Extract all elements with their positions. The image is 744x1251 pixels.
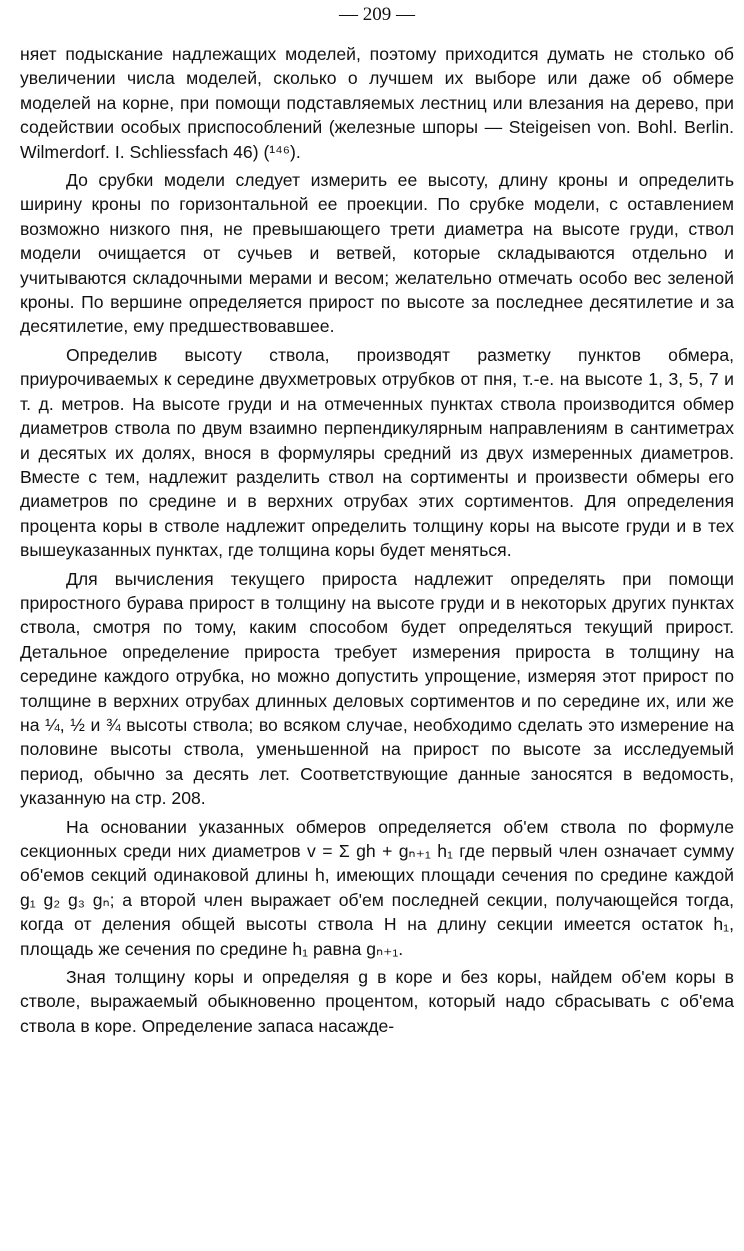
paragraph-5: На основании указанных обмеров определяется об'ем ствола по формуле секционных среди них диаметров v = Σ gh + gₙ₊₁ h₁ где первый член означает сумму об'емов секций одинаковой длины h, имеющих площади сечения по средине каждой g₁ g₂ g₃ gₙ; а второй член выражает об'ем последней секции, получающейся тогда, когда от деления общей высоты ствола H на длину секции имеется остаток h₁, площадь же сечения по средине h₁ равна gₙ₊₁.: [20, 816, 734, 959]
paragraph-4: Для вычисления текущего прироста надлежит определять при помощи приростного бурава прирост в толщину на высоте груди и в некоторых других пунктах ствола, смотря по тому, каким способом будет определяться текущий прирост. Детальное определение прироста требует измерения прироста в толщину на середине каждого отрубка, но можно допустить упрощение, измеряя этот прирост по толщине в верхних отрубах длинных деловых сортиментов и по середине их, или же на ¼, ½ и ¾ высоты ствола; во всяком случае, необходимо сделать это измерение на половине высоты ствола, уменьшенной на прирост по высоте за исследуемый период, обычно за десять лет. Соответствующие данные заносятся в ведомость, указанную на стр. 208.: [20, 568, 734, 809]
paragraph-3: Определив высоту ствола, производят разметку пунктов обмера, приурочиваемых к середине двухметровых отрубков от пня, т.-е. на высоте 1, 3, 5, 7 и т. д. метров. На высоте груди и на отмеченных пунктах ствола производится обмер диаметров ствола по двум взаимно перпендикулярным направлениям в сантиметрах и десятых их долях, внося в формуляры средний из двух измеренных диаметров. Вместе с тем, надлежит разделить ствол на сортименты и произвести обмеры его диаметров по средине и в верхних отрубах этих сортиментов. Для определения процента коры в стволе надлежит определить толщину коры на высоте груди и в тех вышеуказанных пунктах, где толщина коры будет меняться.: [20, 344, 734, 561]
body-text: [20, 42, 734, 1038]
paragraph-6: Зная толщину коры и определяя g в коре и без коры, найдем об'ем коры в стволе, выражаемый обыкновенно процентом, который надо сбрасывать с об'ема ствола в коре. Определение запаса насажде-: [20, 967, 734, 1036]
paragraph-1: няет подыскание надлежащих моделей, поэтому приходится думать не столько об увеличении числа моделей, сколько о лучшем их выборе или даже об обмере моделей на корне, при помощи подставляемых лестниц или влезания на дерево, при содействии особых приспособлений (железные шпоры — Steigeisen von. Bohl. Berlin. Wilmerdorf. I. Schliessfach 46) (¹⁴⁶).: [20, 44, 734, 162]
page-number: — 209 —: [339, 4, 415, 25]
paragraph-2: До срубки модели следует измерить ее высоту, длину кроны и определить ширину кроны по горизонтальной ее проекции. По срубке модели, с оставлением возможно низкого пня, не превышающего трети диаметра на высоте груди, ствол модели очищается от сучьев и ветвей, которые складываются отдельно и учитываются складочными мерами и весом; желательно отмечать особо вес зеленой кроны. По вершине определяется прирост по высоте за последнее десятилетие и за десятилетие, ему предшествовавшее.: [20, 170, 734, 337]
